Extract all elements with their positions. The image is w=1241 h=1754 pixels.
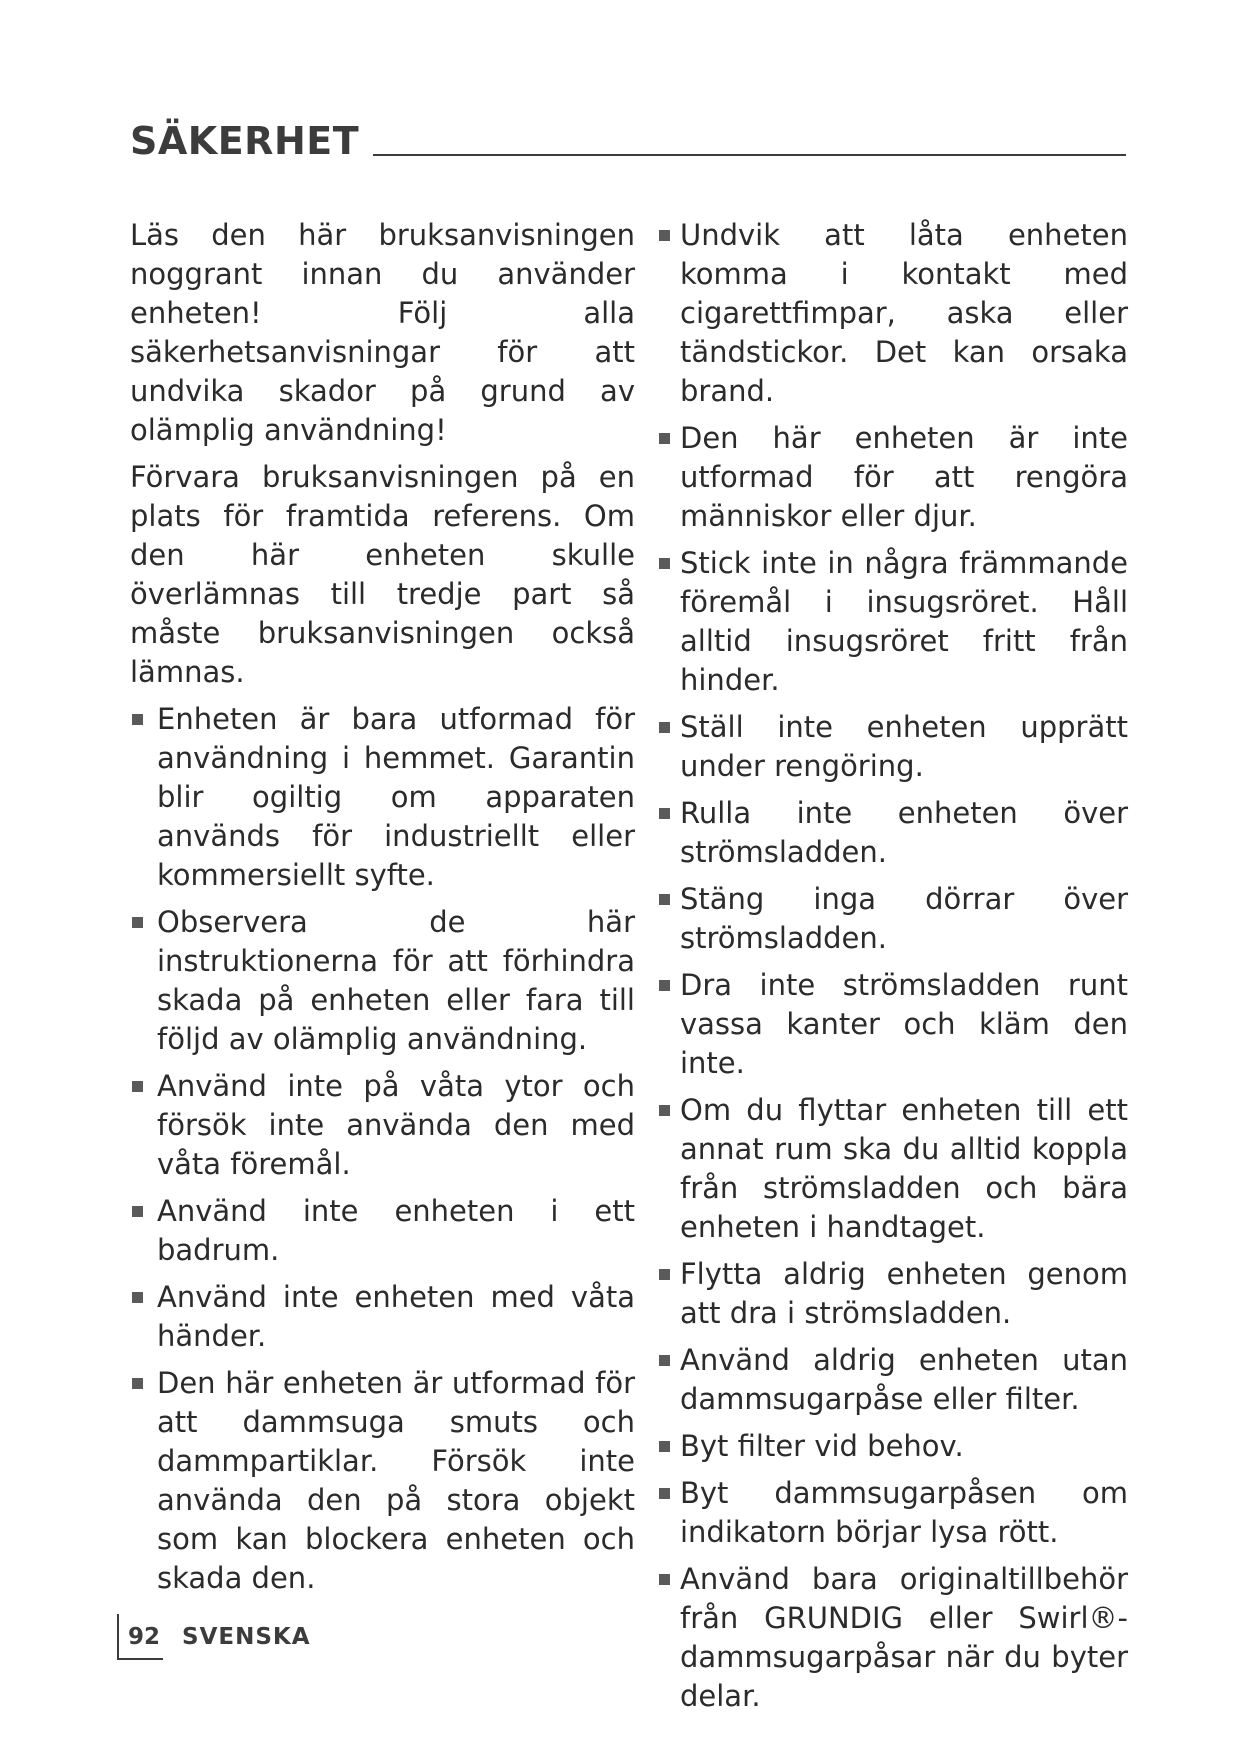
list-item-text: Ställ inte enheten upprätt under rengöring. — [680, 710, 1128, 783]
list-item-text: Använd inte på våta ytor och försök inte använda den med våta föremål. — [157, 1069, 635, 1181]
list-item-text: Använd inte enheten med våta händer. — [157, 1280, 635, 1353]
square-bullet-icon — [659, 722, 670, 733]
square-bullet-icon — [659, 230, 670, 241]
list-item — [130, 700, 635, 895]
storage-paragraph: Förvara bruksanvisningen på en plats för framtida referens. Om den här enheten skulle överlämnas till tredje part så måste bruksanvisningen också lämnas. — [130, 460, 635, 689]
square-bullet-icon — [659, 808, 670, 819]
page-footer — [117, 1614, 311, 1660]
list-item-text: Undvik att låta enheten komma i kontakt med cigarettfimpar, aska eller tändstickor. Det kan orsaka brand. — [680, 218, 1128, 408]
list-item — [130, 1192, 635, 1270]
list-item — [130, 1278, 635, 1356]
square-bullet-icon — [132, 1378, 143, 1389]
list-item — [658, 1427, 1128, 1466]
list-item — [658, 794, 1128, 872]
list-item — [130, 1067, 635, 1184]
list-item — [658, 544, 1128, 700]
square-bullet-icon — [659, 433, 670, 444]
square-bullet-icon — [659, 1269, 670, 1280]
list-item-text: Enheten är bara utformad för användning i hemmet. Garantin blir ogiltig om apparaten används för industriellt eller kommersiellt syfte. — [157, 702, 635, 892]
intro-paragraph: Läs den här bruksanvisningen noggrant innan du använder enheten! Följ alla säkerhetsanvisningar för att undvika skador på grund av olämplig användning! — [130, 218, 635, 447]
list-item-text: Använd inte enheten i ett badrum. — [157, 1194, 635, 1267]
list-item — [658, 880, 1128, 958]
square-bullet-icon — [659, 894, 670, 905]
left-bullet-list — [130, 700, 635, 1598]
list-item — [658, 419, 1128, 536]
list-item — [658, 1255, 1128, 1333]
list-item-text: Stick inte in några främmande föremål i insugsröret. Håll alltid insugsröret fritt från hinder. — [680, 546, 1128, 697]
list-item — [658, 1560, 1128, 1716]
list-item-text: Observera de här instruktionerna för att förhindra skada på enheten eller fara till följd av olämplig användning. — [157, 905, 635, 1056]
footer-vertical-rule — [117, 1614, 119, 1660]
list-item-text: Dra inte strömsladden runt vassa kanter och kläm den inte. — [680, 968, 1128, 1080]
square-bullet-icon — [659, 980, 670, 991]
list-item — [658, 216, 1128, 411]
list-item-text: Om du flyttar enheten till ett annat rum ska du alltid koppla från strömsladden och bära enheten i handtaget. — [680, 1093, 1128, 1244]
right-column — [658, 216, 1128, 1724]
square-bullet-icon — [659, 1488, 670, 1499]
list-item-text: Använd bara originaltillbehör från GRUNDIG eller Swirl®-dammsugarpåsar när du byter delar. — [680, 1562, 1128, 1713]
right-bullet-list — [658, 216, 1128, 1716]
page-number: 92 — [128, 1624, 161, 1650]
section-title: SÄKERHET — [130, 119, 360, 163]
language-label: SVENSKA — [182, 1624, 311, 1650]
left-column — [130, 216, 635, 1606]
square-bullet-icon — [132, 1292, 143, 1303]
list-item — [658, 1474, 1128, 1552]
list-item — [658, 1341, 1128, 1419]
list-item — [130, 1364, 635, 1598]
list-item-text: Den här enheten är utformad för att dammsuga smuts och dammpartiklar. Försök inte använda den på stora objekt som kan blockera enheten och skada den. — [157, 1366, 635, 1595]
list-item — [658, 708, 1128, 786]
list-item-text: Byt dammsugarpåsen om indikatorn börjar lysa rött. — [680, 1476, 1128, 1549]
list-item-text: Stäng inga dörrar över strömsladden. — [680, 882, 1128, 955]
square-bullet-icon — [659, 1105, 670, 1116]
list-item-text: Använd aldrig enheten utan dammsugarpåse eller filter. — [680, 1343, 1128, 1416]
footer-horizontal-rule — [117, 1658, 163, 1660]
list-item — [658, 966, 1128, 1083]
square-bullet-icon — [659, 558, 670, 569]
list-item-text: Rulla inte enheten över strömsladden. — [680, 796, 1128, 869]
square-bullet-icon — [132, 917, 143, 928]
square-bullet-icon — [132, 1206, 143, 1217]
list-item — [130, 903, 635, 1059]
list-item-text: Flytta aldrig enheten genom att dra i strömsladden. — [680, 1257, 1128, 1330]
section-header — [130, 112, 1126, 162]
list-item-text: Byt filter vid behov. — [680, 1429, 964, 1463]
square-bullet-icon — [659, 1355, 670, 1366]
list-item — [658, 1091, 1128, 1247]
list-item-text: Den här enheten är inte utformad för att rengöra människor eller djur. — [680, 421, 1128, 533]
title-rule — [373, 154, 1126, 156]
square-bullet-icon — [659, 1574, 670, 1585]
square-bullet-icon — [659, 1441, 670, 1452]
square-bullet-icon — [132, 1081, 143, 1092]
square-bullet-icon — [132, 714, 143, 725]
